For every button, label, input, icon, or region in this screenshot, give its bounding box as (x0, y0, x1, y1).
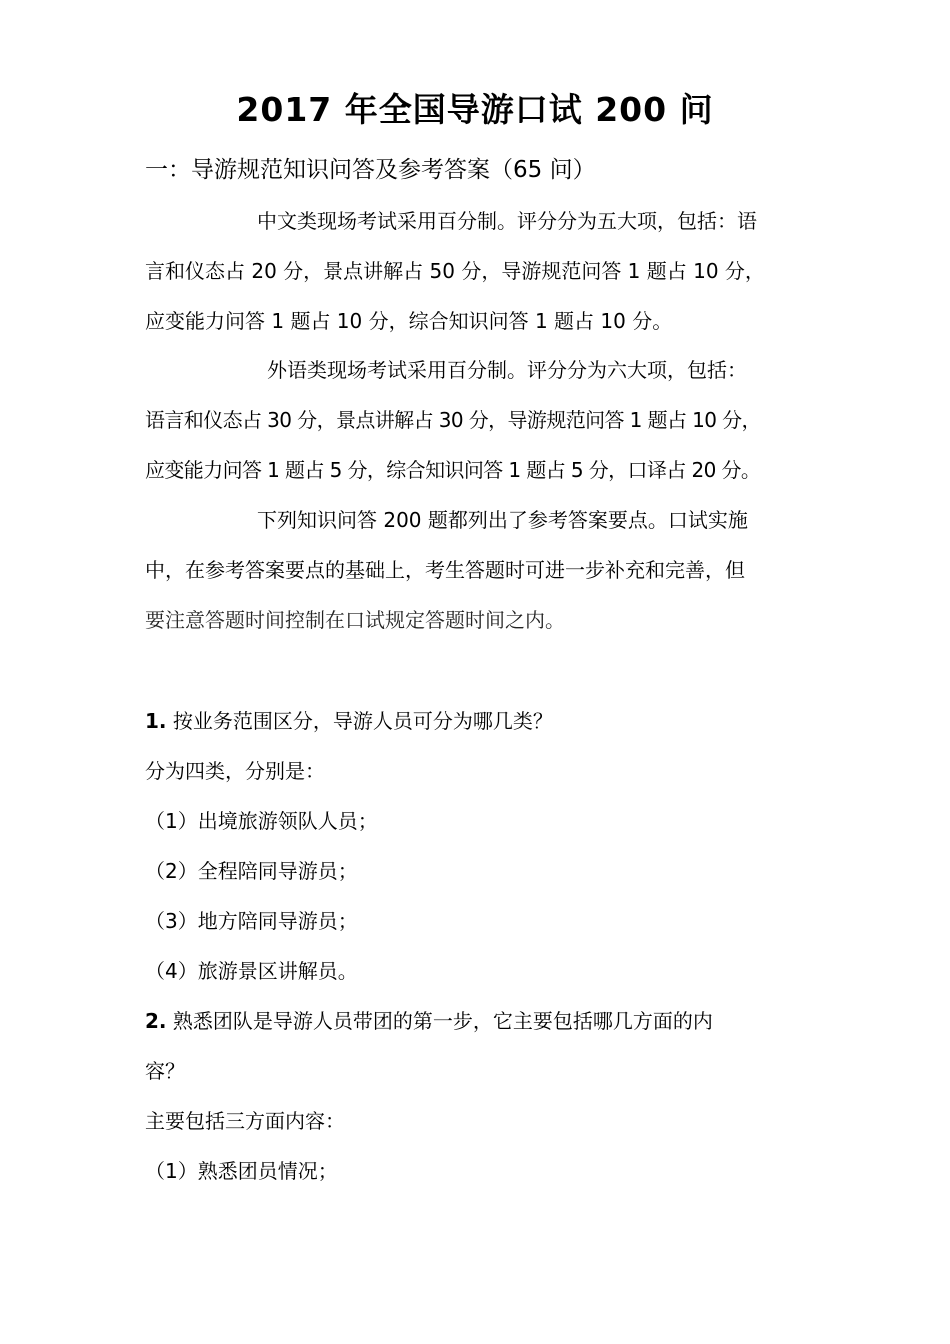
answer-item: （1）熟悉团员情况； (145, 1159, 338, 1183)
paragraph-line: 要注意答题时间控制在口试规定答题时间之内。 (145, 608, 565, 632)
paragraph-line: 外语类现场考试采用百分制。评分分为六大项，包括： (267, 358, 747, 382)
answer-item: （2）全程陪同导游员； (145, 859, 358, 883)
section-heading: 一：导游规范知识问答及参考答案（65 问） (145, 157, 596, 183)
answer-item: （3）地方陪同导游员； (145, 909, 358, 933)
question-number: 1. (145, 709, 167, 733)
question-text: 熟悉团队是导游人员带团的第一步，它主要包括哪几方面的内 (172, 1009, 713, 1033)
paragraph-line: 应变能力问答 1 题占 5 分，综合知识问答 1 题占 5 分，口译占 20 分。 (145, 458, 761, 482)
question-2 (145, 996, 810, 1046)
document-title: 2017 年全国导游口试 200 问 (236, 90, 714, 129)
intro-paragraph-foreign-scoring (145, 345, 810, 495)
answer-item: （4）旅游景区讲解员。 (145, 959, 358, 983)
intro-paragraph-answer-notes (145, 495, 810, 645)
paragraph-line: 下列知识问答 200 题都列出了参考答案要点。口试实施 (257, 508, 748, 532)
paragraph-line: 中文类现场考试采用百分制。评分分为五大项，包括：语 (257, 209, 757, 233)
answer-intro: 主要包括三方面内容： (145, 1109, 345, 1133)
answer-item: （1）出境旅游领队人员； (145, 809, 378, 833)
question-number: 2. (145, 1009, 167, 1033)
intro-paragraph-chinese-scoring (145, 196, 810, 346)
question-text-continued: 容？ (145, 1059, 185, 1083)
answer-intro: 分为四类，分别是： (145, 759, 325, 783)
question-list (145, 696, 810, 1196)
paragraph-line: 语言和仪态占 30 分，景点讲解占 30 分，导游规范问答 1 题占 10 分， (145, 408, 761, 432)
paragraph-line: 中，在参考答案要点的基础上，考生答题时可进一步补充和完善，但 (145, 558, 745, 582)
question-text: 按业务范围区分，导游人员可分为哪几类？ (172, 709, 553, 733)
paragraph-line: 言和仪态占 20 分，景点讲解占 50 分，导游规范问答 1 题占 10 分， (145, 259, 765, 283)
paragraph-line: 应变能力问答 1 题占 10 分，综合知识问答 1 题占 10 分。 (145, 309, 673, 333)
question-1 (145, 696, 810, 746)
